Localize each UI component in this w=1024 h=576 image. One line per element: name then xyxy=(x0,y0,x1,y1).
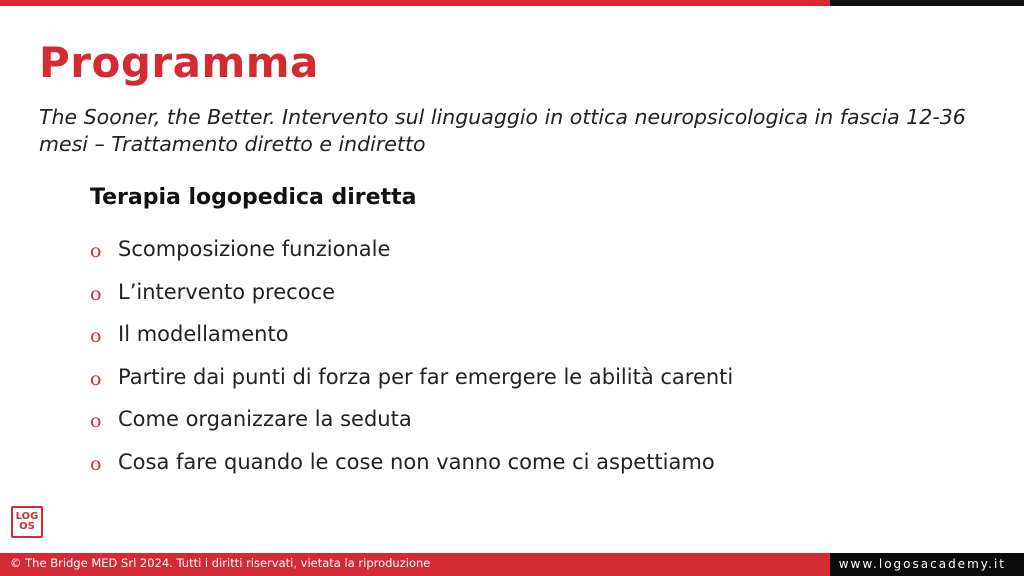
bullet-circle-icon: o xyxy=(90,410,102,433)
list-item-text: L’intervento precoce xyxy=(118,279,336,304)
bullet-circle-icon: o xyxy=(90,452,102,475)
list-item-text: Partire dai punti di forza per far emergere le abilità carenti xyxy=(118,364,734,389)
bullet-circle-icon: o xyxy=(90,240,102,263)
list-item xyxy=(90,356,733,399)
top-accent-bar-red xyxy=(0,0,830,6)
footer-website-url: www.logosacademy.it xyxy=(838,557,1006,571)
list-item xyxy=(90,313,733,356)
list-item-text: Cosa fare quando le cose non vanno come ci aspettiamo xyxy=(118,449,715,474)
list-item xyxy=(90,441,733,484)
bullet-circle-icon: o xyxy=(90,367,102,390)
list-item xyxy=(90,228,733,271)
bullet-circle-icon: o xyxy=(90,282,102,305)
list-item xyxy=(90,398,733,441)
list-item-text: Come organizzare la seduta xyxy=(118,407,412,432)
section-heading: Terapia logopedica diretta xyxy=(90,185,417,210)
bullet-circle-icon: o xyxy=(90,325,102,348)
list-item-text: Scomposizione funzionale xyxy=(118,237,391,262)
logo-text-line2: OS xyxy=(19,521,35,532)
slide-subtitle: The Sooner, the Better. Intervento sul linguaggio in ottica neuropsicologica in fascia 12-36 mesi – Trattamento diretto e indiretto xyxy=(39,105,966,156)
logo-text-line1: LOG xyxy=(15,511,39,522)
bullet-list xyxy=(90,228,733,483)
list-item xyxy=(90,271,733,314)
top-accent-bar-black xyxy=(830,0,1024,6)
logos-logo xyxy=(11,506,43,538)
footer-copyright: © The Bridge MED Srl 2024. Tutti i diritti riservati, vietata la riproduzione xyxy=(10,556,431,570)
list-item-text: Il modellamento xyxy=(118,322,289,347)
slide-title: Programma xyxy=(39,38,319,87)
